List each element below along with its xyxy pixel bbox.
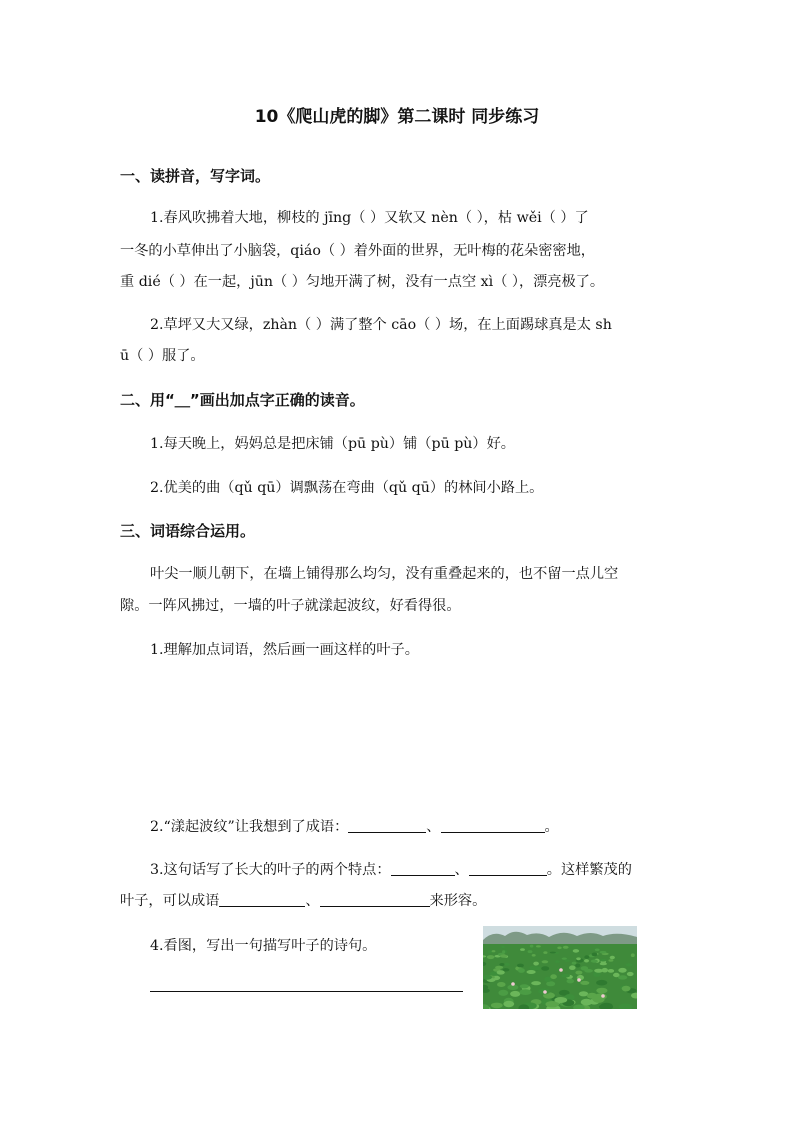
s3-passage-line2: 隙。一阵风拂过，一墙的叶子就漾起波纹，好看得很。: [120, 598, 461, 614]
lotus-leaf: [541, 966, 549, 971]
lotus-leaf: [569, 965, 576, 970]
lotus-leaf: [608, 969, 614, 973]
lotus-leaf: [561, 974, 570, 978]
lotus-leaf: [532, 966, 541, 970]
s3-q3-sep: 、: [454, 862, 469, 878]
lotus-leaf: [592, 953, 598, 957]
lotus-leaf: [627, 972, 634, 976]
s3-q1: 1.理解加点词语，然后画一画这样的叶子。: [150, 642, 419, 658]
s3-q3-mid: 。这样繁茂的: [546, 862, 632, 878]
lotus-leaf: [567, 979, 575, 984]
section2-heading: 二、用“＿”画出加点字正确的读音。: [120, 391, 365, 409]
s3-q3-line2-end: 来形容。: [429, 893, 487, 909]
lotus-leaf: [497, 982, 506, 987]
lotus-leaf: [503, 1001, 514, 1007]
lotus-leaf: [580, 981, 589, 985]
lotus-leaf: [492, 950, 496, 952]
lotus-leaf: [497, 970, 505, 974]
s2-q1: 1.每天晚上，妈妈总是把床铺（pū pù）铺（pū pù）好。: [150, 436, 515, 452]
lotus-leaf: [499, 963, 504, 966]
lotus-pond-image: [483, 926, 637, 1009]
lotus-leaf: [608, 959, 613, 961]
idiom-blank-4[interactable]: [320, 892, 430, 907]
lotus-leaf: [487, 955, 495, 959]
lotus-leaf: [528, 950, 533, 953]
lotus-leaf: [520, 984, 529, 988]
lotus-leaf: [594, 993, 606, 999]
lotus-leaf: [519, 989, 531, 995]
lotus-leaf: [622, 986, 631, 992]
s3-passage-line1: 叶尖一顺儿朝下，在墙上铺得那么均匀，没有重叠起来的，也不留一点儿空: [150, 566, 619, 582]
s3-q2-sep: 、: [426, 819, 441, 835]
lotus-leaf: [518, 968, 525, 973]
lotus-leaf: [576, 957, 581, 960]
idiom-blank-1[interactable]: [348, 818, 426, 833]
page-title: 10《爬山虎的脚》第二课时 同步练习: [254, 107, 540, 127]
lotus-leaf: [550, 952, 556, 954]
lotus-leaf: [581, 999, 592, 1006]
lotus-leaf: [610, 956, 615, 960]
lotus-leaf: [579, 991, 588, 996]
lotus-leaf: [517, 964, 524, 968]
idiom-blank-3[interactable]: [219, 892, 305, 907]
lotus-leaf: [501, 946, 505, 948]
lotus-leaf: [498, 990, 508, 996]
lotus-flower: [559, 968, 563, 972]
section3-heading: 三、词语综合运用。: [120, 522, 256, 540]
lotus-leaf: [520, 948, 525, 951]
section1-heading: 一、读拼音，写字词。: [120, 167, 271, 185]
lotus-leaf: [542, 960, 549, 963]
lotus-leaf: [595, 949, 600, 952]
s1-q2-line2: ū（ ）服了。: [120, 348, 205, 364]
lotus-leaf: [550, 974, 557, 979]
s3-q3-prefix: 3.这句话写了长大的叶子的两个特点：: [150, 862, 391, 878]
s1-q1-line2: 一冬的小草伸出了小脑袋，qiáo（ ）着外面的世界，无叶梅的花朵密密地，: [120, 243, 595, 259]
s3-q4: 4.看图，写出一句描写叶子的诗句。: [150, 938, 377, 954]
idiom-blank-2[interactable]: [441, 818, 545, 833]
s2-q2: 2.优美的曲（qǔ qū）调飘荡在弯曲（qǔ qū）的林间小路上。: [150, 480, 544, 496]
lotus-leaf: [495, 966, 503, 969]
s1-q1-line3: 重 dié（ ）在一起，jūn（ ）匀地开满了树，没有一点空 xì（ ），漂亮极了。: [120, 274, 605, 290]
s3-q3-line2-sep: 、: [305, 893, 320, 909]
lotus-leaf: [536, 945, 541, 947]
s1-q1-line1: 1.春风吹拂着大地，柳枝的 jīng（ ）又软又 nèn（ ），枯 wěi（ ）了: [150, 210, 589, 226]
lotus-flower: [601, 994, 605, 998]
lotus-leaf: [562, 958, 567, 960]
lotus-leaf: [575, 971, 582, 975]
lotus-leaf: [491, 1003, 503, 1009]
feature-blank-2[interactable]: [469, 861, 547, 876]
s3-q2-prefix: 2.“漾起波纹”让我想到了成语：: [150, 819, 349, 835]
lotus-flower: [577, 978, 581, 982]
lotus-leaf: [483, 975, 492, 980]
lotus-leaf: [510, 991, 520, 997]
lotus-leaf: [543, 951, 547, 954]
lotus-flower: [511, 982, 515, 986]
s3-q3-line1: [150, 859, 632, 879]
lotus-leaf: [546, 981, 555, 986]
lotus-leaf: [533, 962, 539, 966]
s3-q3-line2-prefix: 叶子，可以成语: [120, 893, 220, 909]
s3-q2-end: 。: [544, 819, 559, 835]
lotus-leaf: [626, 963, 633, 966]
lotus-leaf: [527, 970, 536, 974]
lotus-leaf: [584, 959, 589, 962]
s3-q3-line2: [120, 890, 486, 910]
lotus-leaf: [563, 946, 569, 949]
lotus-leaf: [596, 980, 607, 986]
lotus-leaf: [618, 968, 626, 973]
lotus-leaf: [613, 973, 620, 977]
lotus-leaf: [532, 954, 536, 957]
lotus-pond-photo: [483, 926, 637, 1009]
lotus-leaf: [600, 959, 607, 962]
lotus-leaf: [596, 988, 607, 994]
lotus-leaf: [573, 949, 579, 953]
lotus-leaf: [504, 963, 509, 966]
s3-q2: [150, 816, 559, 836]
lotus-leaf: [564, 959, 570, 962]
lotus-leaf: [575, 964, 580, 968]
lotus-leaf: [531, 981, 541, 985]
lotus-leaf: [557, 947, 561, 950]
lotus-leaf: [555, 960, 560, 963]
lotus-leaf: [581, 966, 589, 970]
lotus-leaf: [530, 945, 534, 948]
lotus-leaf: [602, 968, 608, 973]
lotus-flower: [543, 990, 547, 994]
lotus-leaf: [572, 962, 577, 965]
lotus-leaf: [554, 997, 567, 1003]
lotus-leaf: [500, 954, 507, 957]
s1-q2-line1: 2.草坪又大又绿，zhàn（ ）满了整个 cāo（ ）场，在上面踢球真是太 sh: [150, 317, 612, 333]
poem-answer-line[interactable]: [150, 991, 463, 992]
feature-blank-1[interactable]: [391, 861, 455, 876]
lotus-leaf: [584, 955, 589, 959]
lotus-leaf: [591, 960, 598, 963]
lotus-leaf: [600, 951, 607, 954]
lotus-leaf: [631, 953, 635, 957]
